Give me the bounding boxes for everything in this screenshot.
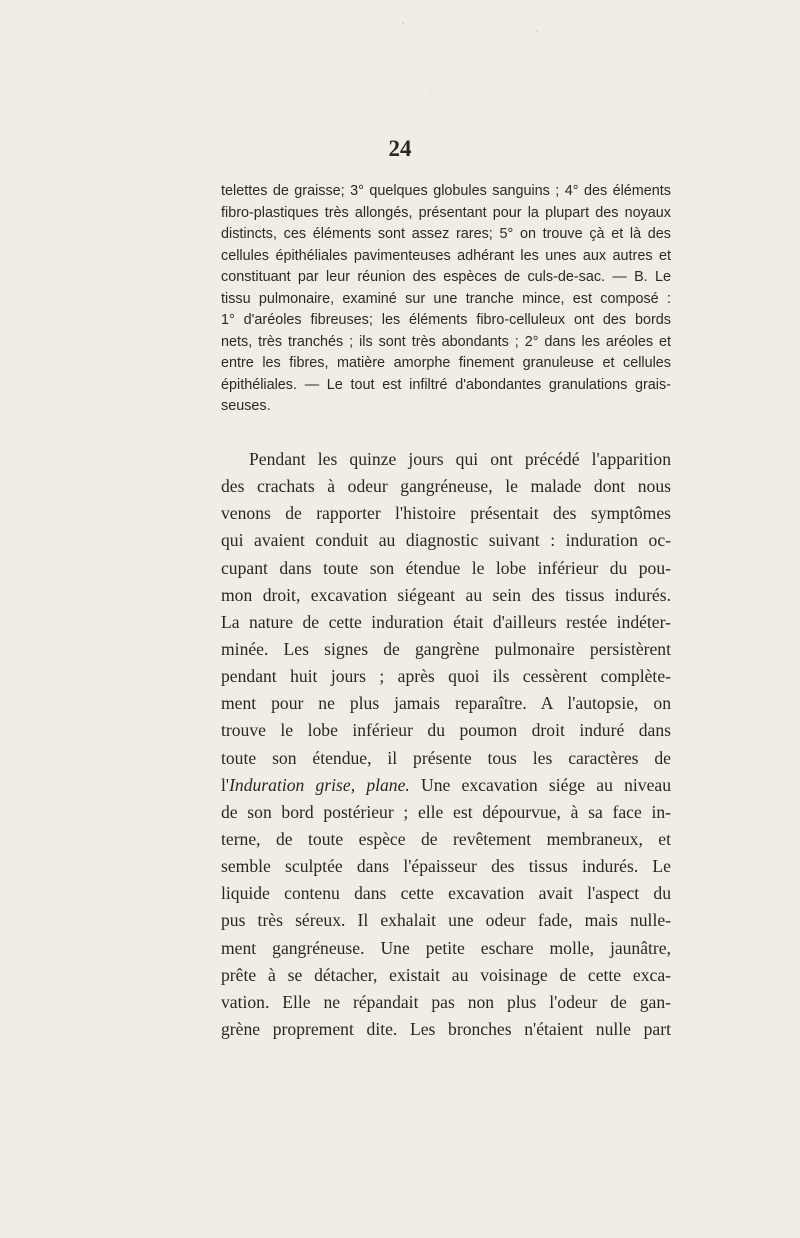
observation-line: fibro-plastiques très allongés, présentant pour la plupart des noyaux (221, 204, 671, 221)
paragraph-line: ment pour ne plus jamais reparaître. A l'autopsie, on (221, 693, 671, 714)
observation-line: nets, très tranchés ; ils sont très abondants ; 2° dans les aréoles et (221, 333, 671, 350)
observation-line: distincts, ces éléments sont assez rares; 5° on trouve çà et là des (221, 226, 671, 242)
observation-line: constituant par leur réunion des espèces de culs-de-sac. — B. Le (221, 269, 671, 285)
italic-term: Induration grise, plane. (229, 774, 410, 795)
paragraph-line: cupant dans toute son étendue le lobe inférieur du pou- (221, 557, 671, 578)
paragraph-line: La nature de cette induration était d'ailleurs restée indéter- (221, 611, 671, 632)
text-fragment: Une excavation siége au niveau (409, 774, 671, 795)
paragraph-line: grène proprement dite. Les bronches n'étaient nulle part (221, 1018, 671, 1039)
paper-speck (430, 92, 431, 95)
text-fragment: l' (221, 774, 230, 795)
paper-speck (402, 22, 404, 25)
paragraph-line: pendant huit jours ; après quoi ils cessèrent complète- (221, 666, 671, 687)
paragraph-line: trouve le lobe inférieur du poumon droit induré dans (221, 720, 671, 741)
paragraph-line: minée. Les signes de gangrène pulmonaire persistèrent (221, 638, 671, 659)
paragraph-line: toute son étendue, il présente tous les caractères de (221, 747, 671, 768)
paragraph-line: qui avaient conduit au diagnostic suivant : induration oc- (221, 530, 671, 551)
paragraph-line (221, 772, 671, 799)
observation-line: seuses. (221, 398, 271, 414)
observation-line: telettes de graisse; 3° quelques globules sanguins ; 4° des éléments (221, 183, 671, 199)
paragraph-line: liquide contenu dans cette excavation avait l'aspect du (221, 883, 671, 904)
paragraph-line: des crachats à odeur gangréneuse, le malade dont nous (221, 476, 671, 497)
page-number: 24 (388, 136, 412, 161)
paragraph-line: pus très séreux. Il exhalait une odeur fade, mais nulle- (221, 910, 671, 931)
main-paragraph (221, 446, 671, 1043)
paragraph-line: ment gangréneuse. Une petite eschare molle, jaunâtre, (221, 937, 671, 958)
paragraph-line: terne, de toute espèce de revêtement membraneux, et (221, 828, 671, 849)
observation-line: 1° d'aréoles fibreuses; les éléments fibro-celluleux ont des bords (221, 312, 671, 328)
paragraph-line: de son bord postérieur ; elle est dépourvue, à sa face in- (221, 801, 671, 822)
observation-notes (221, 181, 671, 418)
paragraph-line: prête à se détacher, existait au voisinage de cette exca- (221, 964, 671, 985)
paper-speck (536, 30, 538, 32)
paragraph-line: venons de rapporter l'histoire présentait des symptômes (221, 503, 671, 524)
paragraph-line: vation. Elle ne répandait pas non plus l'odeur de gan- (221, 991, 671, 1012)
observation-line: tissu pulmonaire, examiné sur une tranche mince, est composé : (221, 290, 671, 307)
paragraph-line: Pendant les quinze jours qui ont précédé l'apparition (249, 449, 671, 469)
observation-line: épithéliales. — Le tout est infiltré d'abondantes granulations grais- (221, 376, 671, 393)
observation-line: cellules épithéliales pavimenteuses adhérant les unes aux autres et (221, 247, 671, 264)
paragraph-line: semble sculptée dans l'épaisseur des tissus indurés. Le (221, 856, 671, 877)
paragraph-line: mon droit, excavation siégeant au sein des tissus indurés. (221, 584, 671, 605)
observation-line: entre les fibres, matière amorphe finement granuleuse et cellules (221, 355, 671, 371)
